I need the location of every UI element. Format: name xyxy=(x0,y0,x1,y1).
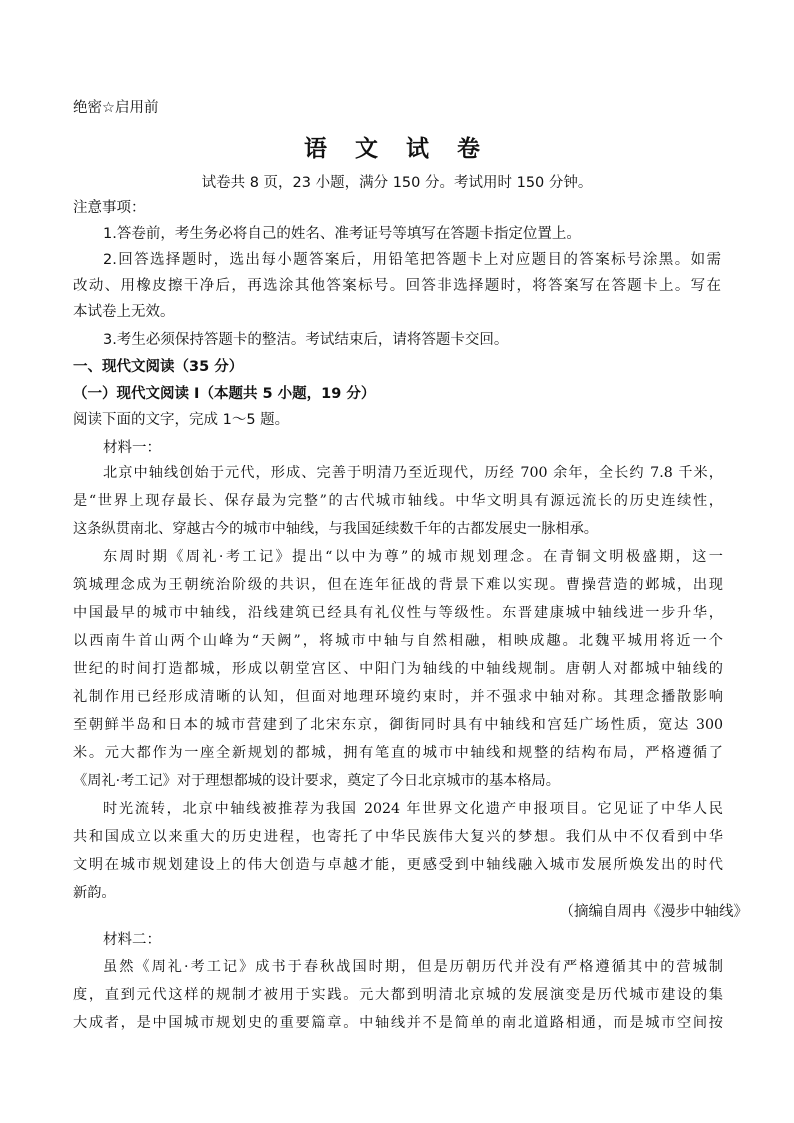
reading-instruction: 阅读下面的文字，完成 1～5 题。 xyxy=(73,412,290,428)
material-1-line: 这条纵贯南北、穿越古今的城市中轴线，与我国延续数千年的古都发展史一脉相承。 xyxy=(73,521,598,537)
material-1-line: 至朝鲜半岛和日本的城市营建到了北宋东京，御街同时具有中轴线和宫廷广场性质，宽达 300 xyxy=(73,717,723,733)
material-2-line: 度，直到元代这样的规制才被用于实践。元大都到明清北京城的发展演变是历代城市建设的集 xyxy=(73,987,723,1003)
material-1-line: 东周时期《周礼·考工记》提出“以中为尊”的城市规划理念。在青铜文明极盛期，这一 xyxy=(103,549,723,565)
material-1-line: 以西南牛首山两个山峰为“天阙”，将城市中轴与自然相融，相映成趣。北魏平城用将近一个 xyxy=(73,633,723,649)
material-2-label: 材料二： xyxy=(103,932,161,948)
notice-item-3: 3.考生必须保持答题卡的整洁。考试结束后，请将答题卡交回。 xyxy=(103,332,509,348)
material-1-line: 米。元大都作为一座全新规划的都城，拥有笔直的城市中轴线和规整的结构布局，严格遵循了 xyxy=(73,745,723,761)
material-2-line: 大成者，是中国城市规划史的重要篇章。中轴线并不是简单的南北道路相通，而是城市空间按 xyxy=(73,1015,723,1031)
section-heading: 一、现代文阅读（35 分） xyxy=(73,359,244,375)
material-1-line: 是“世界上现存最长、保存最为完整”的古代城市轴线。中华文明具有源远流长的历史连续性， xyxy=(73,493,723,509)
material-1-line: 筑城理念成为王朝统治阶级的共识，但在连年征战的背景下难以实现。曹操营造的邺城，出现 xyxy=(73,577,723,593)
material-1-label: 材料一： xyxy=(103,440,161,456)
subsection-heading: （一）现代文阅读 I（本题共 5 小题，19 分） xyxy=(73,386,376,402)
material-1-line: 时光流转，北京中轴线被推荐为我国 2024 年世界文化遗产申报项目。它见证了中华人民 xyxy=(103,801,723,817)
material-1-line: 世纪的时间打造都城，形成以朝堂宫区、中阳门为轴线的中轴线规制。唐朝人对都城中轴线的 xyxy=(73,661,723,677)
material-1-line: 共和国成立以来重大的历史进程，也寄托了中华民族伟大复兴的梦想。我们从中不仅看到中华 xyxy=(73,829,723,845)
material-2-line: 虽然《周礼·考工记》成书于春秋战国时期，但是历朝历代并没有严格遵循其中的营城制 xyxy=(103,959,723,975)
notice-item-1: 1.答卷前，考生务必将自己的姓名、准考证号等填写在答题卡指定位置上。 xyxy=(103,226,581,242)
secrecy-label: 绝密☆启用前 xyxy=(73,100,159,116)
material-1-line: 新韵。 xyxy=(73,885,116,901)
material-1-line: 礼制作用已经形成清晰的认知，但面对地理环境约束时，并不强求中轴对称。其理念播散影响 xyxy=(73,689,723,705)
page-title: 语 文 试 卷 xyxy=(303,136,491,162)
material-1-source: （摘编自周冉《漫步中轴线》 xyxy=(559,904,748,920)
material-1-line: 文明在城市规划建设上的伟大创造与卓越才能，更感受到中轴线融入城市发展所焕发出的时代 xyxy=(73,857,723,873)
notice-item-2-line-1: 2.回答选择题时，选出每小题答案后，用铅笔把答题卡上对应题目的答案标号涂黑。如需 xyxy=(103,252,721,268)
material-1-line: 北京中轴线创始于元代，形成、完善于明清乃至近现代，历经 700 余年，全长约 7.8 千米， xyxy=(103,465,723,481)
notice-item-2-line-3: 本试卷上无效。 xyxy=(73,304,175,320)
exam-info: 试卷共 8 页，23 小题，满分 150 分。考试用时 150 分钟。 xyxy=(201,175,593,191)
material-1-line: 《周礼·考工记》对于理想都城的设计要求，奠定了今日北京城市的基本格局。 xyxy=(73,773,560,789)
notice-item-2-line-2: 改动、用橡皮擦干净后，再选涂其他答案标号。回答非选择题时，将答案写在答题卡上。写在 xyxy=(73,278,721,294)
notice-heading: 注意事项： xyxy=(73,200,146,216)
material-1-line: 中国最早的城市中轴线，沿线建筑已经具有礼仪性与等级性。东晋建康城中轴线进一步升华， xyxy=(73,605,723,621)
